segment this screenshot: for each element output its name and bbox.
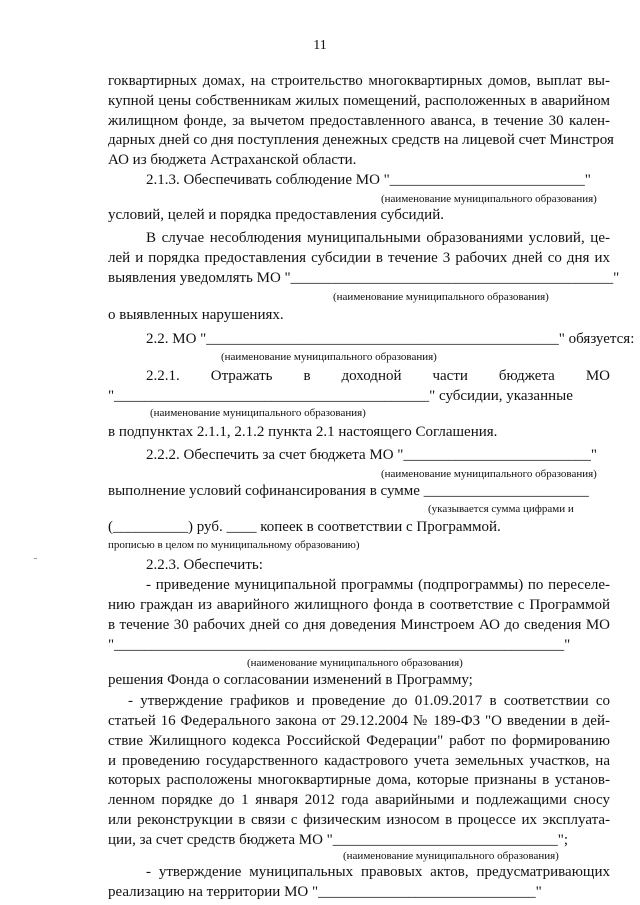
text-line: выполнение условий софинансирования в сумме ______________________ xyxy=(108,482,589,499)
clause-2-2-1: 2.2.1. Отражать в доходной части бюджета МО xyxy=(146,367,610,384)
text-line: или реконструкции в связи с физическим износом в процессе их эксплуата- xyxy=(108,811,610,828)
field-caption: (наименование муниципального образования) xyxy=(221,350,437,363)
text-line: жилищном фонде, за вычетом предоставленного аванса, в течение 30 кален- xyxy=(108,112,610,129)
text-line: купной цены собственникам жилых помещений, расположенных в аварийном xyxy=(108,92,610,109)
text-line: - приведение муниципальной программы (подпрограммы) по переселе- xyxy=(146,577,610,594)
margin-mark xyxy=(34,558,37,559)
field-caption: (наименование муниципального образования) xyxy=(343,850,559,863)
text-line: АО из бюджета Астраханской области. xyxy=(108,152,357,169)
text-line: в подпунктах 2.1.1, 2.1.2 пункта 2.1 настоящего Соглашения. xyxy=(108,424,498,441)
text-line: реализацию на территории МО "_____________________________" xyxy=(108,884,542,900)
clause-2-2-3: 2.2.3. Обеспечить: xyxy=(146,556,263,573)
text-line: статьей 16 Федерального закона от 29.12.2004 № 189-ФЗ "О введении в дей- xyxy=(108,712,610,729)
field-caption: (наименование муниципального образования) xyxy=(150,407,366,420)
text-line: (__________) руб. ____ копеек в соответствии с Программой. xyxy=(108,519,501,535)
text-line: которых расположены многоквартирные дома, которые признаны в установ- xyxy=(108,772,610,789)
text-line: в течение 30 рабочих дней со дня доведения Минстроем АО до сведения МО xyxy=(108,617,610,633)
clause-2-2-2: 2.2.2. Обеспечить за счет бюджета МО "_________________________" xyxy=(146,446,598,463)
text-line: о выявленных нарушениях. xyxy=(108,307,284,324)
text-line: ции, за счет средств бюджета МО "______________________________"; xyxy=(108,831,569,848)
clause-2-2: 2.2. МО "_______________________________________________" обязуется: xyxy=(146,331,635,348)
field-caption: прописью в целом по муниципальному образованию) xyxy=(108,538,360,551)
text-line: условий, целей и порядка предоставления субсидий. xyxy=(108,206,444,223)
text-line: и проведению государственного кадастрового учета земельных участков, на xyxy=(108,752,610,769)
text-line: выявления уведомлять МО "___________________________________________" xyxy=(108,269,620,286)
text-line: - утверждение муниципальных правовых актов, предусматривающих xyxy=(146,864,610,881)
text-line: ленном порядке до 1 января 2012 года аварийными и подлежащими сносу xyxy=(108,792,610,808)
text-line: дарных дней со дня поступления денежных средств на лицевой счет Минстроя xyxy=(108,132,614,149)
text-line: ствие Жилищного кодекса Российской Федерации" работ по формированию xyxy=(108,732,610,749)
field-caption: (наименование муниципального образования) xyxy=(247,656,463,669)
text-line: решения Фонда о согласовании изменений в Программу; xyxy=(108,672,473,689)
text-line: "__________________________________________" субсидии, указанные xyxy=(108,387,573,404)
text-line: "____________________________________________________________" xyxy=(108,636,571,653)
text-line: лей и порядка предоставления субсидии в течение 3 рабочих дней со дня их xyxy=(108,250,610,266)
field-caption: (наименование муниципального образования) xyxy=(381,192,597,205)
page-number: 11 xyxy=(313,38,327,53)
field-caption: (указывается сумма цифрами и xyxy=(428,503,574,516)
text-line: - утверждение графиков и проведение до 01.09.2017 в соответствии со xyxy=(128,693,610,710)
clause-2-1-3: 2.1.3. Обеспечивать соблюдение МО "__________________________" xyxy=(146,171,591,188)
field-caption: (наименование муниципального образования) xyxy=(381,467,597,480)
text-line: В случае несоблюдения муниципальными образованиями условий, це- xyxy=(146,230,610,247)
field-caption: (наименование муниципального образования) xyxy=(333,290,549,303)
text-line: нию граждан из аварийного жилищного фонда в соответствие с Программой xyxy=(108,597,610,614)
text-line: гоквартирных домах, на строительство многоквартирных домов, выплат вы- xyxy=(108,73,610,89)
